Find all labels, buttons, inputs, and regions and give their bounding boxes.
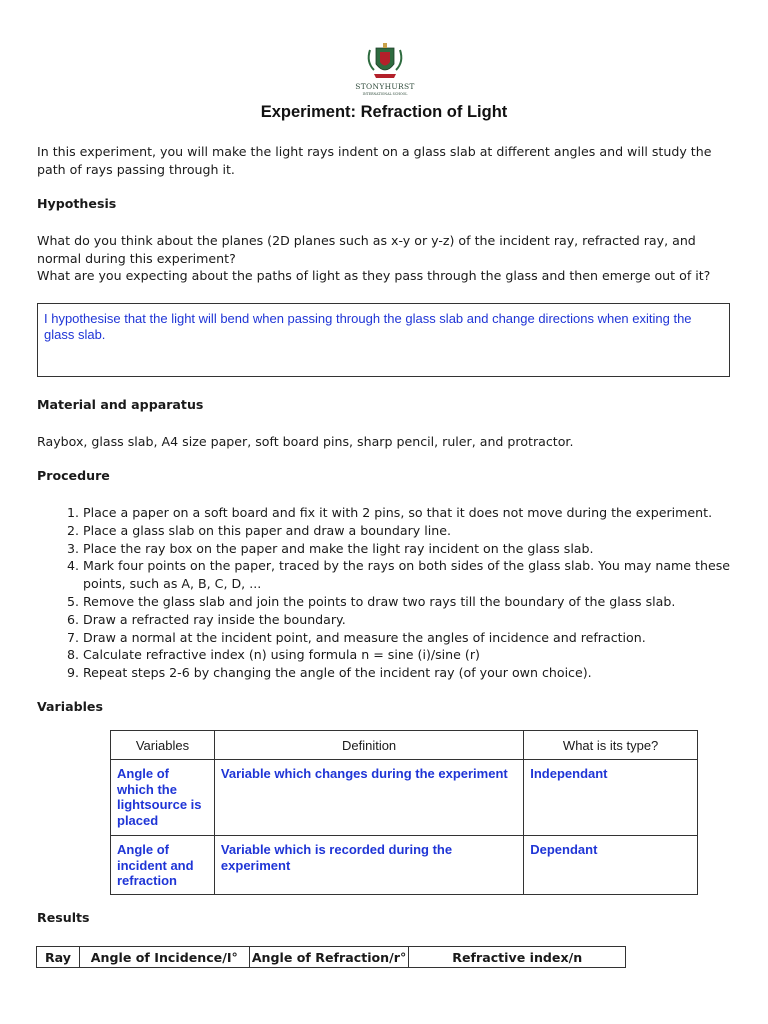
results-heading: Results [37,910,90,925]
procedure-step: 2. Place a glass slab on this paper and draw a boundary line. [83,522,737,540]
column-header: Ray [37,947,80,968]
procedure-list [37,504,737,682]
column-header: Angle of Incidence/I° [79,947,249,968]
intro-text: In this experiment, you will make the light rays indent on a glass slab at different angles and will study the path of rays passing through it. [37,144,712,177]
column-header: Angle of Refraction/r° [249,947,409,968]
procedure-step: 1. Place a paper on a soft board and fix it with 2 pins, so that it does not move during the experiment. [83,504,737,522]
table-header-row [37,947,626,968]
column-header: Definition [214,731,523,760]
table-row [111,836,698,895]
table-cell[interactable]: Angle of incident and refraction [111,836,215,895]
hypothesis-question-1: What do you think about the planes (2D planes such as x-y or y-z) of the incident ray, refracted ray, and normal during this experiment? [37,233,696,266]
procedure-step: 4. Mark four points on the paper, traced by the rays on both sides of the glass slab. You may name these points, such as A, B, C, D, ... [83,557,737,593]
table-cell[interactable]: Dependant [524,836,698,895]
table-cell[interactable]: Variable which is recorded during the experiment [214,836,523,895]
materials-heading: Material and apparatus [37,397,204,412]
variables-table [110,730,698,895]
materials-text: Raybox, glass slab, A4 size paper, soft board pins, sharp pencil, ruler, and protractor. [37,434,574,449]
table-cell[interactable]: Angle of which the lightsource is placed [111,760,215,836]
procedure-step: 7. Draw a normal at the incident point, and measure the angles of incidence and refraction. [83,629,737,647]
column-header: Refractive index/n [409,947,626,968]
logo-subtitle: INTERNATIONAL SCHOOL [362,92,408,96]
school-logo [354,42,416,102]
table-cell[interactable]: Independant [524,760,698,836]
procedure-step: 8. Calculate refractive index (n) using formula n = sine (i)/sine (r) [83,646,737,664]
procedure-heading: Procedure [37,468,110,483]
hypothesis-question-2: What are you expecting about the paths of light as they pass through the glass and then emerge out of it? [37,268,711,283]
logo-wordmark: STONYHURST [355,82,415,91]
table-cell[interactable]: Variable which changes during the experiment [214,760,523,836]
table-row [111,760,698,836]
procedure-step: 3. Place the ray box on the paper and make the light ray incident on the glass slab. [83,540,737,558]
hypothesis-answer-text: I hypothesise that the light will bend when passing through the glass slab and change directions when exiting the glass slab. [44,311,692,342]
hypothesis-heading: Hypothesis [37,196,117,211]
column-header: What is its type? [524,731,698,760]
procedure-step: 5. Remove the glass slab and join the points to draw two rays till the boundary of the glass slab. [83,593,737,611]
page-title: Experiment: Refraction of Light [260,103,508,121]
column-header: Variables [111,731,215,760]
crest-icon [354,42,416,82]
results-table [36,946,626,968]
table-header-row [111,731,698,760]
procedure-step: 9. Repeat steps 2-6 by changing the angle of the incident ray (of your own choice). [83,664,737,682]
variables-heading: Variables [37,699,103,714]
procedure-step: 6. Draw a refracted ray inside the boundary. [83,611,737,629]
hypothesis-answer-box[interactable] [37,303,730,377]
